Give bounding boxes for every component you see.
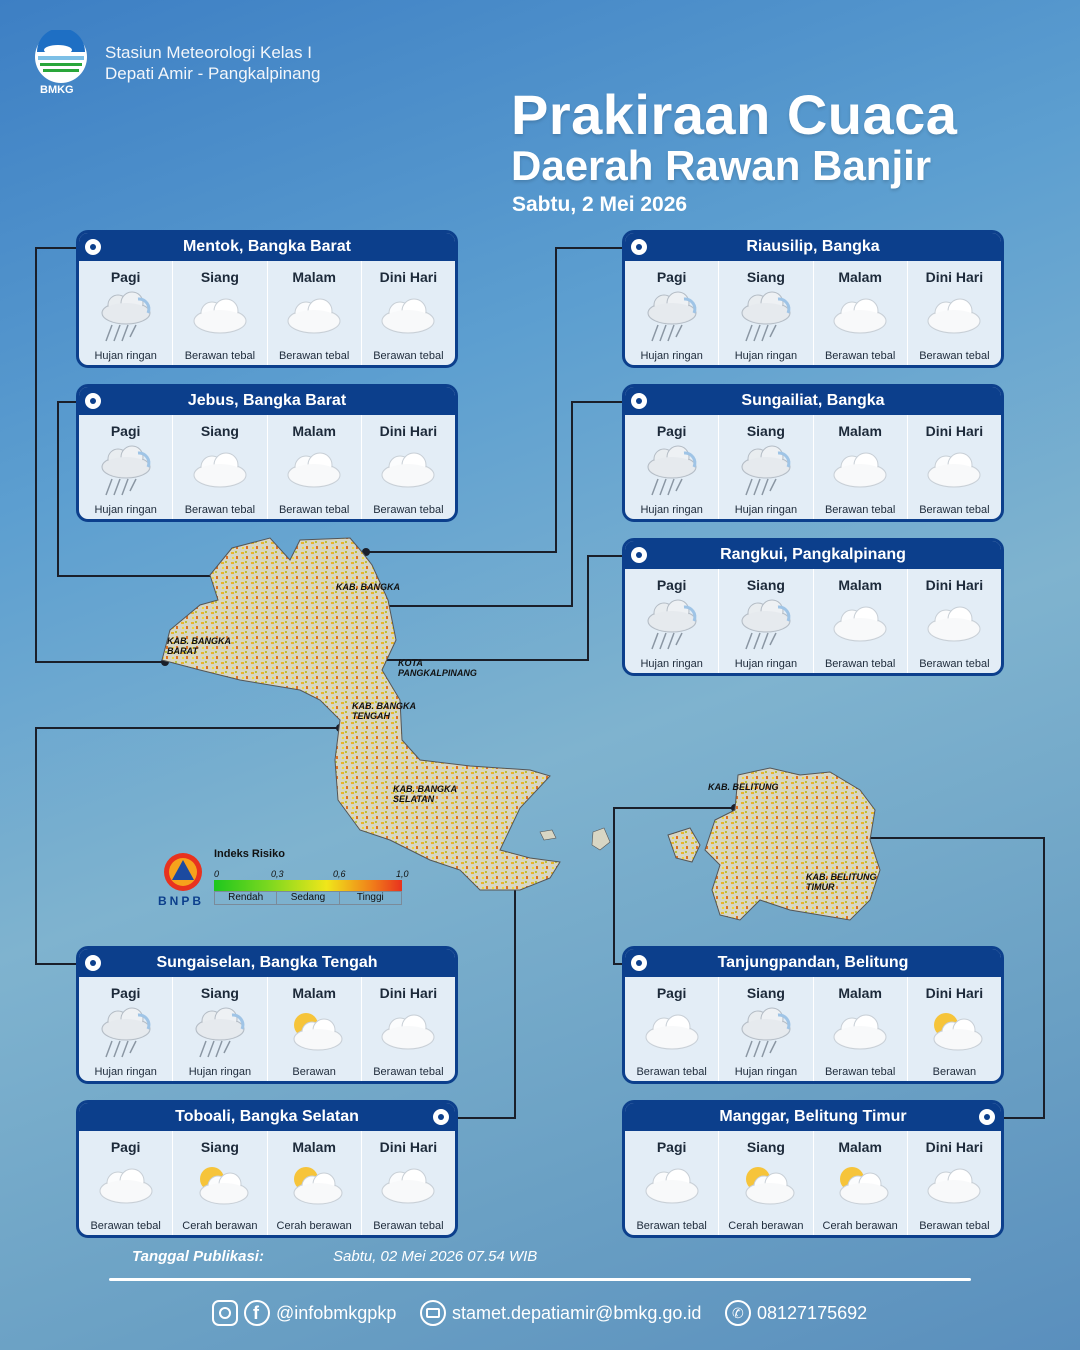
location-name: Sungaiselan, Bangka Tengah	[156, 954, 378, 971]
location-name: Tanjungpandan, Belitung	[717, 954, 909, 971]
cloud-icon	[362, 1157, 455, 1213]
period-label: Pagi	[110, 269, 141, 285]
forecast-period-2	[813, 977, 907, 1081]
forecast-period-2	[267, 261, 361, 365]
location-pin-icon	[631, 955, 647, 971]
forecast-row	[625, 569, 1001, 673]
period-label: Malam	[292, 269, 336, 285]
publication-label: Tanggal Publikasi:	[132, 1248, 264, 1265]
forecast-period-0	[625, 261, 718, 365]
email-address: stamet.depatiamir@bmkg.go.id	[452, 1302, 702, 1323]
location-name: Mentok, Bangka Barat	[182, 238, 352, 255]
forecast-period-3	[907, 261, 1001, 365]
forecast-card	[622, 384, 1004, 522]
weather-label: Berawan tebal	[824, 1066, 896, 1078]
forecast-period-3	[361, 261, 455, 365]
cloud-icon	[79, 1157, 172, 1213]
weather-label: Berawan tebal	[636, 1220, 707, 1232]
weather-label: Berawan tebal	[373, 504, 444, 516]
cloud-icon	[625, 1003, 718, 1059]
forecast-period-3	[361, 977, 455, 1081]
legend-tick-2: 0,6	[333, 869, 346, 879]
weather-label: Berawan tebal	[824, 658, 896, 670]
card-header	[79, 387, 455, 415]
forecast-card	[622, 230, 1004, 368]
period-label: Dini Hari	[925, 423, 984, 439]
forecast-row	[625, 261, 1001, 365]
period-label: Malam	[838, 577, 882, 593]
forecast-period-0	[625, 569, 718, 673]
forecast-card	[622, 538, 1004, 676]
weather-label: Cerah berawan	[276, 1220, 352, 1232]
map-label-bangka-tengah: KAB. BANGKA TENGAH	[352, 701, 416, 721]
period-label: Pagi	[656, 577, 687, 593]
forecast-row	[79, 1131, 455, 1235]
location-pin-icon	[85, 239, 101, 255]
location-name: Jebus, Bangka Barat	[187, 392, 347, 409]
card-header	[79, 1103, 455, 1131]
forecast-card	[76, 946, 458, 1084]
period-label: Siang	[746, 985, 785, 1001]
weather-label: Hujan ringan	[640, 658, 703, 670]
period-label: Malam	[292, 1139, 336, 1155]
sun-cloud-icon	[908, 1003, 1001, 1059]
weather-label: Hujan ringan	[734, 1066, 798, 1078]
weather-label: Hujan ringan	[188, 1066, 252, 1078]
period-label: Pagi	[110, 985, 141, 1001]
cloud-icon	[362, 1003, 455, 1059]
cloud-icon	[908, 287, 1001, 343]
card-header	[625, 949, 1001, 977]
location-pin-icon	[433, 1109, 449, 1125]
forecast-period-3	[361, 415, 455, 519]
period-label: Pagi	[110, 423, 141, 439]
forecast-period-1	[718, 977, 812, 1081]
forecast-period-3	[907, 415, 1001, 519]
weather-label: Berawan tebal	[278, 350, 350, 362]
weather-label: Hujan ringan	[734, 504, 798, 516]
social-handle: @infobmkgpkp	[276, 1302, 397, 1323]
period-label: Malam	[838, 985, 882, 1001]
cloud-icon	[362, 441, 455, 497]
forecast-card	[622, 1100, 1004, 1238]
weather-label: Berawan tebal	[636, 1066, 707, 1078]
weather-label: Hujan ringan	[734, 658, 798, 670]
weather-label: Berawan tebal	[824, 504, 896, 516]
forecast-period-0	[79, 1131, 172, 1235]
period-label: Dini Hari	[925, 1139, 984, 1155]
forecast-period-0	[625, 1131, 718, 1235]
email-contact[interactable]	[420, 1300, 701, 1326]
publication-date: Sabtu, 02 Mei 2026 07.54 WIB	[333, 1248, 538, 1265]
cloud-icon	[908, 1157, 1001, 1213]
sun-cloud-icon	[173, 1157, 266, 1213]
rain-icon	[719, 1003, 812, 1059]
legend-class-medium: Sedang	[276, 892, 338, 904]
legend-tick-3: 1,0	[396, 869, 409, 879]
map-label-bangka: KAB. BANGKA	[336, 582, 400, 592]
legend-tick-1: 0,3	[271, 869, 284, 879]
period-label: Dini Hari	[379, 1139, 438, 1155]
sun-cloud-icon	[719, 1157, 812, 1213]
forecast-period-1	[718, 261, 812, 365]
rain-icon	[79, 1003, 172, 1059]
cloud-icon	[908, 595, 1001, 651]
period-label: Pagi	[110, 1139, 141, 1155]
period-label: Siang	[200, 423, 239, 439]
page-title: Prakiraan Cuaca	[511, 83, 958, 146]
period-label: Malam	[838, 269, 882, 285]
weather-label: Berawan tebal	[90, 1220, 161, 1232]
forecast-card	[76, 384, 458, 522]
social-contact[interactable]	[212, 1300, 396, 1326]
weather-label: Hujan ringan	[640, 350, 703, 362]
forecast-date: Sabtu, 2 Mei 2026	[512, 193, 688, 216]
location-pin-icon	[631, 393, 647, 409]
bnpb-logo	[163, 852, 203, 892]
period-label: Siang	[746, 269, 785, 285]
location-pin-icon	[979, 1109, 995, 1125]
forecast-row	[79, 977, 455, 1081]
period-label: Siang	[746, 423, 785, 439]
legend-tick-0: 0	[214, 869, 220, 879]
forecast-period-0	[625, 977, 718, 1081]
location-name: Manggar, Belitung Timur	[719, 1108, 907, 1125]
forecast-period-0	[79, 977, 172, 1081]
forecast-period-3	[907, 977, 1001, 1081]
sun-cloud-icon	[268, 1003, 361, 1059]
phone-number: 08127175692	[757, 1302, 868, 1323]
cloud-icon	[814, 595, 907, 651]
weather-label: Hujan ringan	[94, 504, 157, 516]
map-label-belitung-timur: KAB. BELITUNG TIMUR	[806, 872, 877, 892]
rain-icon	[625, 441, 718, 497]
bmkg-logo	[34, 30, 88, 84]
weather-label: Berawan tebal	[919, 504, 990, 516]
weather-label: Cerah berawan	[182, 1220, 258, 1232]
forecast-period-2	[813, 415, 907, 519]
period-label: Siang	[200, 269, 239, 285]
weather-label: Hujan ringan	[94, 350, 157, 362]
card-header	[79, 949, 455, 977]
forecast-card	[76, 1100, 458, 1238]
cloud-icon	[908, 441, 1001, 497]
period-label: Pagi	[656, 423, 687, 439]
weather-label: Berawan tebal	[919, 658, 990, 670]
legend-classes	[214, 891, 402, 905]
sun-cloud-icon	[814, 1157, 907, 1213]
legend-color-scale	[214, 880, 402, 891]
forecast-period-1	[172, 1131, 266, 1235]
map-label-belitung: KAB. BELITUNG	[708, 782, 779, 792]
weather-label: Hujan ringan	[94, 1066, 157, 1078]
station-line-2: Depati Amir - Pangkalpinang	[105, 64, 321, 83]
cloud-icon	[814, 287, 907, 343]
station-line-1: Stasiun Meteorologi Kelas I	[105, 43, 312, 62]
forecast-period-3	[907, 1131, 1001, 1235]
forecast-period-2	[267, 1131, 361, 1235]
cloud-icon	[814, 441, 907, 497]
forecast-period-2	[813, 569, 907, 673]
forecast-period-2	[813, 261, 907, 365]
whatsapp-icon: ✆	[725, 1300, 751, 1326]
rain-icon	[719, 441, 812, 497]
instagram-icon	[212, 1300, 238, 1326]
period-label: Dini Hari	[379, 423, 438, 439]
location-name: Riausilip, Bangka	[746, 238, 880, 255]
period-label: Malam	[838, 423, 882, 439]
weather-label: Berawan tebal	[373, 1220, 444, 1232]
bnpb-text: BNPB	[158, 894, 205, 908]
map-label-pangkalpinang: KOTA PANGKALPINANG	[398, 658, 477, 678]
forecast-period-0	[79, 261, 172, 365]
cloud-icon	[268, 441, 361, 497]
legend-title: Indeks Risiko	[214, 848, 285, 860]
forecast-period-3	[361, 1131, 455, 1235]
forecast-period-2	[267, 415, 361, 519]
location-pin-icon	[631, 239, 647, 255]
rain-icon	[173, 1003, 266, 1059]
period-label: Siang	[200, 985, 239, 1001]
rain-icon	[719, 287, 812, 343]
period-label: Siang	[746, 577, 785, 593]
card-header	[625, 541, 1001, 569]
forecast-period-0	[79, 415, 172, 519]
forecast-period-1	[718, 569, 812, 673]
location-pin-icon	[631, 547, 647, 563]
page-subtitle: Daerah Rawan Banjir	[511, 142, 932, 189]
location-pin-icon	[85, 393, 101, 409]
period-label: Malam	[292, 985, 336, 1001]
weather-label: Cerah berawan	[728, 1220, 804, 1232]
rain-icon	[79, 287, 172, 343]
forecast-card	[622, 946, 1004, 1084]
email-icon	[420, 1300, 446, 1326]
bmkg-logo-text: BMKG	[40, 84, 74, 96]
map-label-bangka-selatan: KAB. BANGKA SELATAN	[393, 784, 457, 804]
period-label: Pagi	[656, 985, 687, 1001]
period-label: Malam	[292, 423, 336, 439]
weather-label: Berawan tebal	[373, 350, 444, 362]
location-pin-icon	[85, 955, 101, 971]
forecast-period-1	[172, 261, 266, 365]
cloud-icon	[173, 441, 266, 497]
station-name	[105, 42, 320, 84]
card-header	[625, 387, 1001, 415]
period-label: Dini Hari	[379, 269, 438, 285]
rain-icon	[625, 287, 718, 343]
facebook-icon: f	[244, 1300, 270, 1326]
phone-contact[interactable]	[725, 1300, 867, 1326]
forecast-period-1	[718, 415, 812, 519]
weather-label: Berawan	[932, 1066, 977, 1078]
footer-divider	[109, 1278, 971, 1281]
location-name: Rangkui, Pangkalpinang	[720, 546, 906, 563]
cloud-icon	[814, 1003, 907, 1059]
cloud-icon	[362, 287, 455, 343]
location-name: Sungailiat, Bangka	[741, 392, 885, 409]
period-label: Siang	[200, 1139, 239, 1155]
weather-label: Berawan	[292, 1066, 336, 1078]
forecast-period-2	[267, 977, 361, 1081]
weather-label: Cerah berawan	[822, 1220, 898, 1232]
forecast-row	[79, 261, 455, 365]
forecast-row	[625, 977, 1001, 1081]
weather-label: Berawan tebal	[919, 350, 990, 362]
period-label: Pagi	[656, 269, 687, 285]
rain-icon	[719, 595, 812, 651]
forecast-period-1	[172, 977, 266, 1081]
forecast-period-0	[625, 415, 718, 519]
forecast-period-3	[907, 569, 1001, 673]
weather-label: Berawan tebal	[824, 350, 896, 362]
card-header	[625, 233, 1001, 261]
card-header	[79, 233, 455, 261]
period-label: Malam	[838, 1139, 882, 1155]
cloud-icon	[173, 287, 266, 343]
forecast-row	[625, 415, 1001, 519]
forecast-period-1	[718, 1131, 812, 1235]
period-label: Dini Hari	[925, 985, 984, 1001]
period-label: Pagi	[656, 1139, 687, 1155]
period-label: Dini Hari	[379, 985, 438, 1001]
weather-label: Berawan tebal	[278, 504, 350, 516]
forecast-period-1	[172, 415, 266, 519]
weather-label: Berawan tebal	[184, 504, 256, 516]
weather-label: Hujan ringan	[734, 350, 798, 362]
forecast-row	[625, 1131, 1001, 1235]
period-label: Siang	[746, 1139, 785, 1155]
card-header	[625, 1103, 1001, 1131]
forecast-card	[76, 230, 458, 368]
rain-icon	[625, 595, 718, 651]
map-label-bangka-barat: KAB. BANGKA BARAT	[167, 636, 231, 656]
weather-label: Hujan ringan	[640, 504, 703, 516]
cloud-icon	[625, 1157, 718, 1213]
period-label: Dini Hari	[925, 577, 984, 593]
weather-label: Berawan tebal	[373, 1066, 444, 1078]
legend-class-high: Tinggi	[339, 892, 401, 904]
rain-icon	[79, 441, 172, 497]
forecast-row	[79, 415, 455, 519]
period-label: Dini Hari	[925, 269, 984, 285]
forecast-period-2	[813, 1131, 907, 1235]
location-name: Toboali, Bangka Selatan	[175, 1108, 359, 1125]
cloud-icon	[268, 287, 361, 343]
sun-cloud-icon	[268, 1157, 361, 1213]
legend-class-low: Rendah	[228, 892, 264, 903]
weather-label: Berawan tebal	[919, 1220, 990, 1232]
weather-label: Berawan tebal	[184, 350, 256, 362]
